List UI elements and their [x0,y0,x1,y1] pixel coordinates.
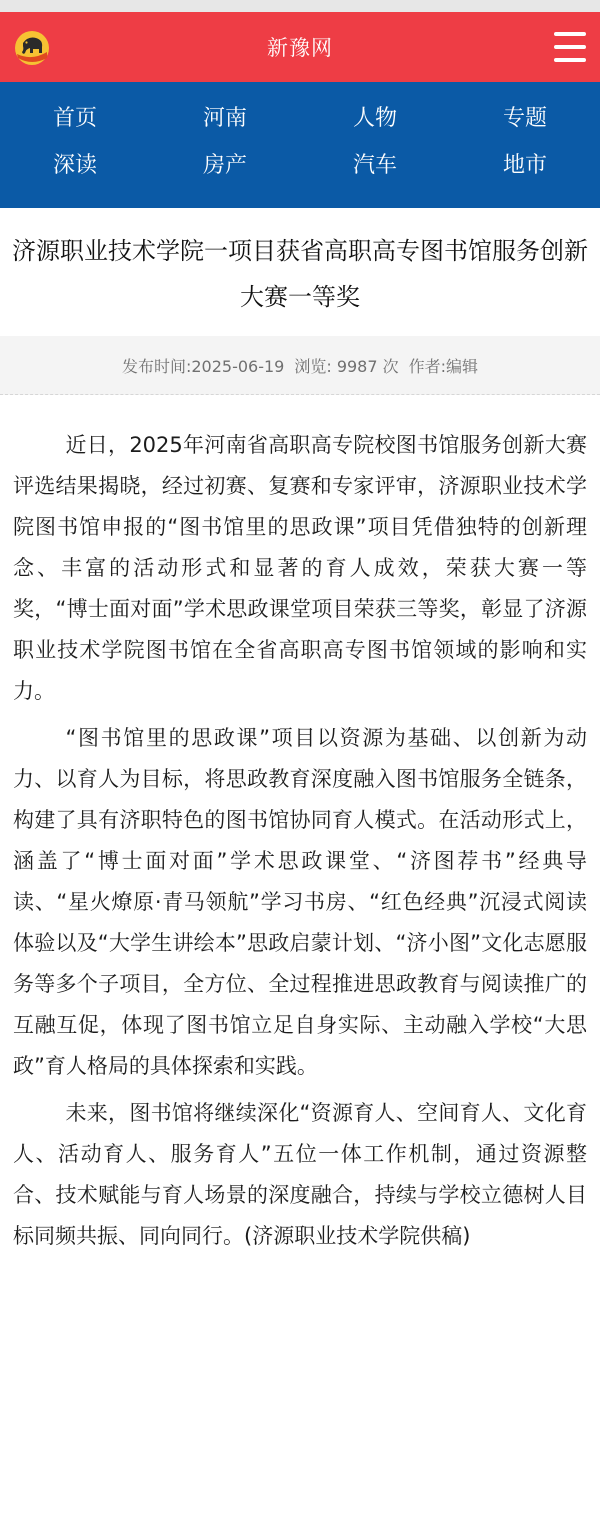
nav-item-topics[interactable]: 专题 [502,106,547,131]
view-count: 浏览: 9987 次 [294,356,399,376]
article-title: 济源职业技术学院一项目获省高职高专图书馆服务创新大赛一等奖 [12,237,588,311]
menu-bar-top [554,32,586,36]
article-header [0,208,600,336]
article-paragraph: 未来，图书馆将继续深化“资源育人、空间育人、文化育人、活动育人、服务育人”五位一体工作机制，通过资源整合、技术赋能与育人场景的深度融合，持续与学校立德树人目标同频共振、同向同行。(济源职业技术学院供稿) [13,1101,587,1248]
nav-item-henan[interactable]: 河南 [202,106,247,131]
article-paragraph: “图书馆里的思政课”项目以资源为基础、以创新为动力、以育人为目标，将思政教育深度融入图书馆服务全链条，构建了具有济职特色的图书馆协同育人模式。在活动形式上，涵盖了“博士面对面”学术思政课堂、“济图荐书”经典导读、“星火燎原·青马领航”学习书房、“红色经典”沉浸式阅读体验以及“大学生讲绘本”思政启蒙计划、“济小图”文化志愿服务等多个子项目，全方位、全过程推进思政教育与阅读推广的互融互促，体现了图书馆立足自身实际、主动融入学校“大思政”育人格局的具体探索和实践。 [13,726,587,1078]
article-meta [0,336,600,395]
category-nav [0,82,600,208]
article-body [0,395,600,1257]
nav-item-cities[interactable]: 地市 [502,153,547,178]
status-strip [0,0,600,12]
publish-time: 发布时间:2025-06-19 [121,356,285,376]
menu-bar-bottom [554,58,586,62]
menu-bar-middle [554,45,586,49]
article-paragraph: 近日，2025年河南省高职高专院校图书馆服务创新大赛评选结果揭晓，经过初赛、复赛和专家评审，济源职业技术学院图书馆申报的“图书馆里的思政课”项目凭借独特的创新理念、丰富的活动形式和显著的育人成效，荣获大赛一等奖，“博士面对面”学术思政课堂项目荣获三等奖，彰显了济源职业技术学院图书馆在全省高职高专图书馆领域的影响和实力。 [13,433,587,703]
hamburger-menu-icon[interactable] [554,32,586,62]
author: 作者:编辑 [408,356,479,376]
elephant-logo-icon[interactable] [14,30,50,66]
site-header [0,12,600,82]
nav-item-auto[interactable]: 汽车 [352,153,397,178]
nav-item-home[interactable]: 首页 [52,106,97,131]
nav-item-in-depth[interactable]: 深读 [52,153,97,178]
nav-item-real-estate[interactable]: 房产 [202,153,247,178]
site-title[interactable]: 新豫网 [267,36,333,60]
nav-item-people[interactable]: 人物 [352,106,397,131]
